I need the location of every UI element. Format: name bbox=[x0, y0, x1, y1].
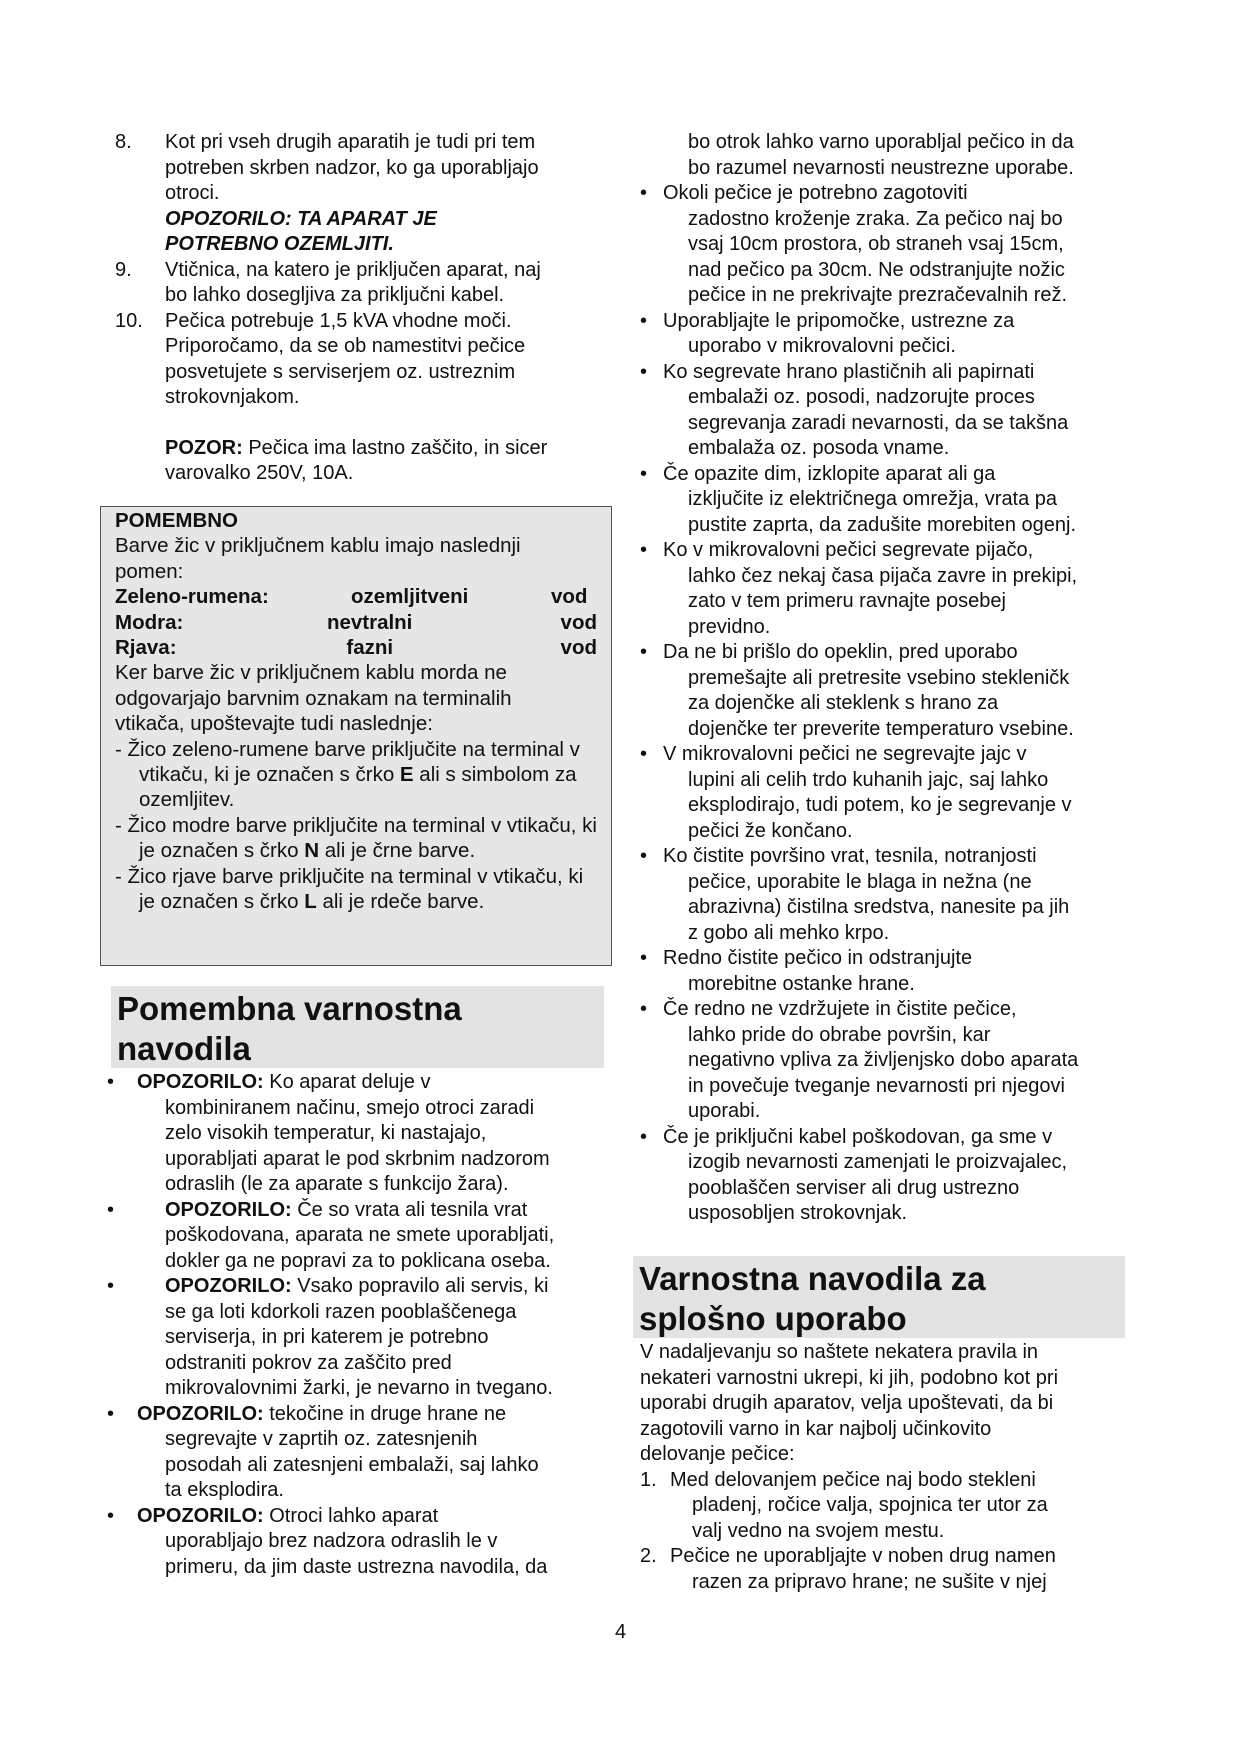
list-item-10-line: Priporočamo, da se ob namestitvi pečice bbox=[165, 335, 526, 357]
list-item-8-line: potreben skrben nadzor, ko ga uporabljajo bbox=[165, 156, 539, 179]
box-intro: Barve žic v priključnem kablu imajo naslednji bbox=[115, 534, 521, 558]
box-intro: pomen: bbox=[115, 559, 184, 583]
numbered-item: 2. Pečice ne uporabljajte v noben drug namen razen za pripravo hrane; ne sušite v njej bbox=[640, 1545, 1056, 1593]
numbered-rules bbox=[640, 1468, 1130, 1596]
list-item-9-line: bo lahko dosegljiva za priključni kabel. bbox=[165, 284, 505, 306]
warning-item: • OPOZORILO: Ko aparat deluje v kombiniranem načinu, smejo otroci zaradi zelo visokih temperatur, ki nastajajo, uporabljati aparat le pod skrbnim nadzorom odraslih (le za aparate s funkcijo žara). bbox=[107, 1071, 550, 1195]
box-title: POMEMBNO bbox=[115, 509, 238, 532]
list-item-10: 10. Pečica potrebuje 1,5 kVA vhodne moči. bbox=[115, 309, 512, 332]
bullet-item: • Redno čistite pečico in odstranjujte morebitne ostanke hrane. bbox=[640, 947, 973, 995]
bullet-item: • Ko v mikrovalovni pečici segrevate pijačo, lahko čez nekaj časa pijača zavre in prekipi, zato v tem primeru ravnajte posebej previdno. bbox=[640, 539, 1078, 638]
bullet-item: • Ko čistite površino vrat, tesnila, notranjosti pečice, uporabite le blaga in nežna (ne abrazivna) čistilna sredstva, nanesite pa jih z gobo ali mehko krpo. bbox=[640, 845, 1070, 944]
wire-instruction: - Žico modre barve priključite na terminal v vtikaču, ki je označen s črko N ali je črne barve. bbox=[115, 813, 597, 863]
box-para: Ker barve žic v priključnem kablu morda ne bbox=[115, 661, 507, 685]
box-para: vtikača, upoštevajte tudi naslednje: bbox=[115, 712, 433, 736]
warning-item: • OPOZORILO: Vsako popravilo ali servis, ki se ga loti kdorkoli razen pooblaščenega serviserja, in pri katerem je potrebno odstraniti pokrov za zaščito pred mikrovalovnimi žarki, je nevarno in tvegano. bbox=[107, 1275, 553, 1399]
bullet-item: • Uporabljajte le pripomočke, ustrezne za uporabo v mikrovalovni pečici. bbox=[640, 309, 1015, 357]
bullet-item: • Okoli pečice je potrebno zagotoviti zadostno kroženje zraka. Za pečico naj bo vsaj 10cm prostora, ob straneh vsaj 15cm, nad pečico pa 30cm. Ne odstranjujte nožic pečice in ne prekrivajte prezračevalnih rež. bbox=[640, 182, 1068, 306]
list-item-10-line: strokovnjakom. bbox=[165, 386, 300, 408]
bullet-item: • V mikrovalovni pečici ne segrevajte jajc v lupini ali celih trdo kuhanih jajc, saj lahko eksplodirajo, tudi potem, ko je segrevanje v pečici že končano. bbox=[640, 743, 1072, 842]
left-column bbox=[115, 130, 620, 487]
list-item-8: 8. Kot pri vseh drugih aparatih je tudi pri tem bbox=[115, 131, 536, 153]
bullet-item: • Če redno ne vzdržujete in čistite pečice, lahko pride do obrabe površin, kar negativno vpliva za življenjsko dobo aparata in povečuje tveganje nevarnosti pri njegovi uporabi. bbox=[640, 998, 1079, 1122]
page-number: 4 bbox=[614, 1621, 627, 1643]
wire-row: Zeleno-rumena: ozemljitveni vod bbox=[115, 585, 588, 609]
section-heading-general: Varnostna navodila za splošno uporabo bbox=[633, 1256, 1125, 1338]
warnings-list bbox=[107, 1070, 620, 1580]
warning-item: • OPOZORILO: tekočine in druge hrane ne segrevajte v zaprtih oz. zatesnjenih posodah ali zatesnjeni embalaži, saj lahko ta eksplodira. bbox=[107, 1402, 539, 1501]
box-para: odgovarjajo barvnim oznakam na terminalih bbox=[115, 686, 512, 710]
list-item-9: 9. Vtičnica, na katero je priključen aparat, naj bbox=[115, 258, 541, 281]
bullet-item: • Če je priključni kabel poškodovan, ga sme v izogib nevarnosti zamenjati le proizvajalec, pooblaščen serviser ali drug ustrezno usposobljen strokovnjak. bbox=[640, 1125, 1068, 1224]
intro-line: V nadaljevanju so naštete nekatera pravila in bbox=[640, 1341, 1039, 1363]
warning-item: • OPOZORILO: Če so vrata ali tesnila vrat poškodovana, aparata ne smete uporabljati, dokler ga ne popravi za to poklicana oseba. bbox=[107, 1198, 555, 1272]
numbered-item: 1. Med delovanjem pečice naj bodo stekleni pladenj, ročice valja, spojnica ter utor za valj vedno na svojem mestu. bbox=[640, 1468, 1048, 1542]
warning-item: • OPOZORILO: Otroci lahko aparat uporabljajo brez nadzora odraslih le v primeru, da jim daste ustrezna navodila, da bbox=[107, 1504, 548, 1578]
wire-row: Modra: nevtralni vod bbox=[115, 610, 597, 634]
bullet-item: • Da ne bi prišlo do opeklin, pred uporabo premešajte ali pretresite vsebino stekleničk za dojenčke ali steklenk s hrano za dojenčke ter preverite temperaturo vsebine. bbox=[640, 641, 1074, 740]
wire-instruction: - Žico zeleno-rumene barve priključite na terminal v vtikaču, ki je označen s črko E ali s simbolom za ozemljitev. bbox=[115, 737, 580, 812]
wire-row: Rjava: fazni vod bbox=[115, 636, 597, 660]
intro-line: delovanje pečice: bbox=[640, 1443, 795, 1465]
pozor-note: POZOR: Pečica ima lastno zaščito, in sicer bbox=[165, 436, 548, 459]
list-item-8-line: otroci. bbox=[165, 182, 220, 204]
intro-line: uporabi drugih aparatov, velja upoštevati, da bi bbox=[640, 1392, 1054, 1414]
continued-text: bo razumel nevarnosti neustrezne uporabe. bbox=[688, 156, 1074, 179]
ground-warning: POTREBNO OZEMLJITI. bbox=[165, 233, 394, 255]
ground-warning: OPOZORILO: TA APARAT JE bbox=[165, 207, 437, 230]
important-box bbox=[100, 506, 612, 966]
bullet-item: • Ko segrevate hrano plastičnih ali papirnati embalaži oz. posodi, nadzorujte proces segrevanja zaradi nevarnosti, da se takšna embalaža oz. posoda vname. bbox=[640, 360, 1069, 459]
intro-line: zagotovili varno in kar najbolj učinkovito bbox=[640, 1417, 992, 1440]
section-heading-safety: Pomembna varnostna navodila bbox=[111, 986, 604, 1068]
wire-instruction: - Žico rjave barve priključite na terminal v vtikaču, ki je označen s črko L ali je rdeče barve. bbox=[115, 864, 584, 914]
pozor-note-line: varovalko 250V, 10A. bbox=[165, 462, 354, 484]
general-intro bbox=[640, 1340, 1130, 1595]
intro-line: nekateri varnostni ukrepi, ki jih, podobno kot pri bbox=[640, 1366, 1059, 1389]
list-item-10-line: posvetujete s serviserjem oz. ustreznim bbox=[165, 360, 516, 383]
bullet-item: • Če opazite dim, izklopite aparat ali ga izključite iz električnega omrežja, vrata pa pustite zaprta, da zadušite morebiten ogenj. bbox=[640, 462, 1077, 536]
continued-text: bo otrok lahko varno uporabljal pečico in da bbox=[688, 131, 1074, 153]
right-column bbox=[640, 130, 1130, 1227]
safety-bullets bbox=[640, 181, 1130, 1227]
